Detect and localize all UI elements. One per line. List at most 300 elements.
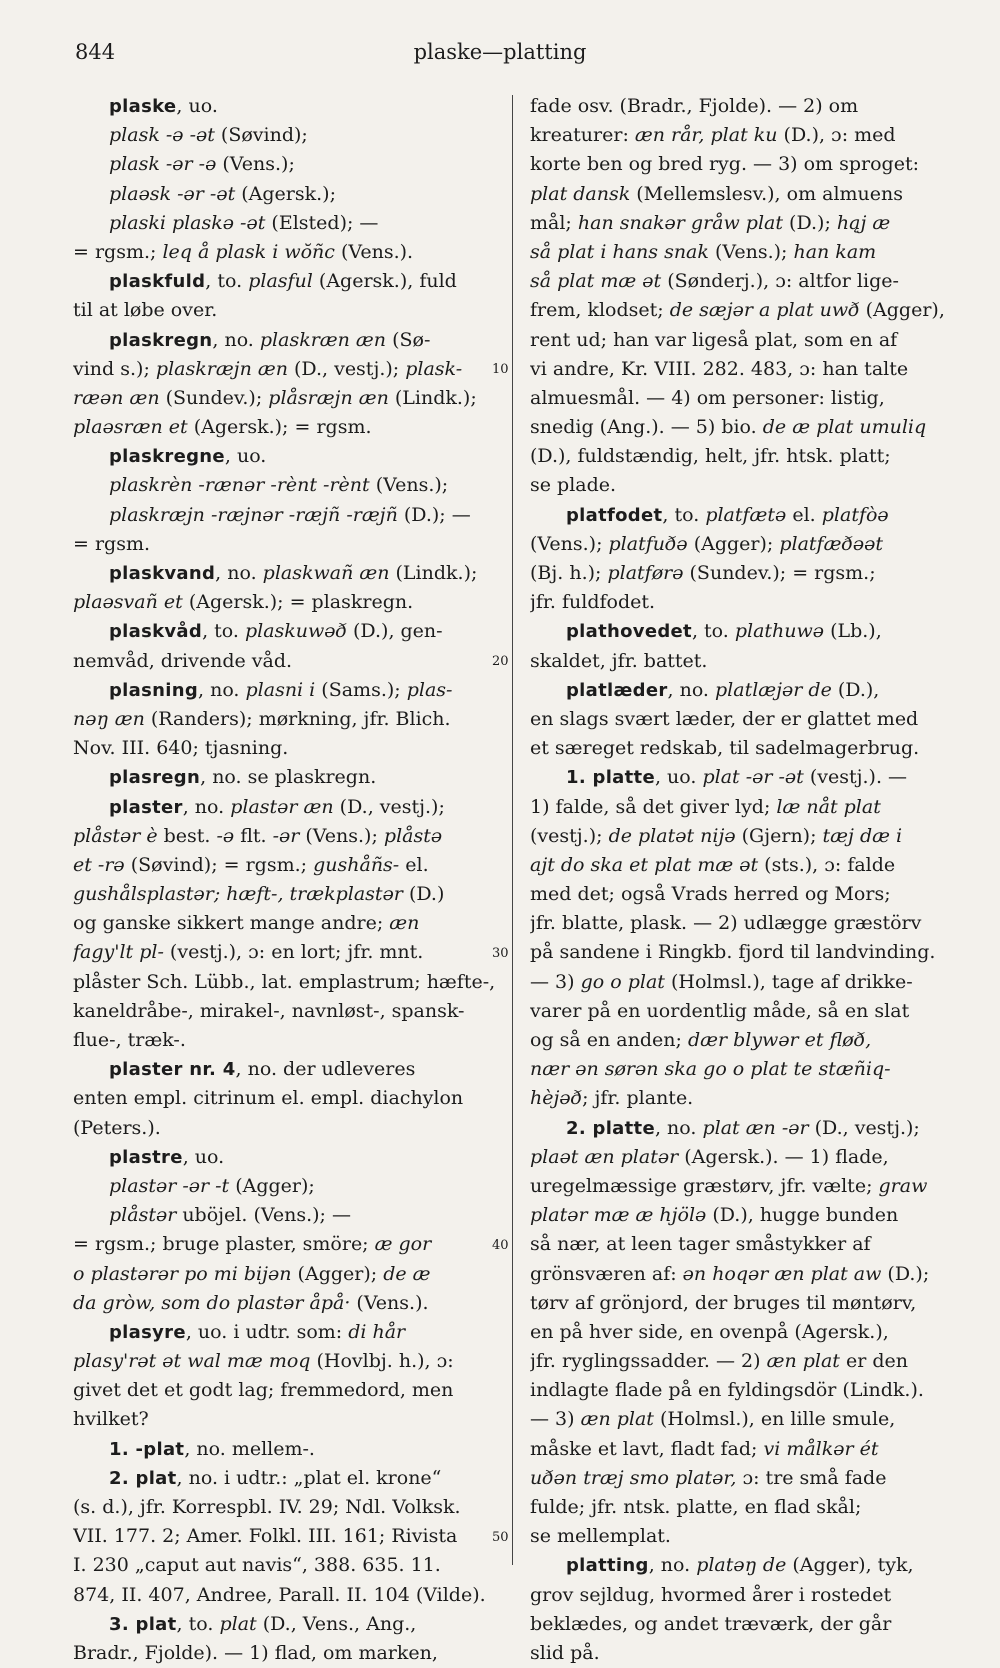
text-run: = rgsm.;: [73, 240, 163, 263]
text-run: , to.: [691, 620, 735, 643]
text-run: (vestj.);: [530, 824, 609, 847]
text-run: (Agger),: [859, 299, 945, 322]
text-run: , to.: [662, 503, 706, 526]
headword: plaskregn: [109, 329, 213, 351]
text-line: [530, 1143, 955, 1172]
text-line: [73, 530, 495, 559]
text-run: (D., vestj.);: [333, 795, 445, 818]
text-run: (D., vestj.);: [287, 357, 406, 380]
dialect-form: plaəsk -ər -ət: [109, 182, 236, 205]
text-line: [73, 617, 495, 646]
text-run: , uo. i udtr. som:: [185, 1320, 349, 1343]
text-line: [73, 763, 495, 792]
text-run: (Elsted); —: [265, 211, 379, 234]
text-run: vi andre, Kr. VIII. 282. 483, ɔ: han talte: [530, 357, 909, 380]
dialect-form: nəŋ æn: [73, 707, 145, 730]
text-line: [530, 267, 955, 296]
dialect-form: plaskræjn æn: [155, 357, 288, 380]
dialect-form: -ər: [272, 824, 300, 847]
text-run: (Randers); mørkning, jfr. Blich.: [144, 707, 451, 730]
text-line: [73, 909, 495, 938]
text-run: — 3): [530, 1408, 581, 1431]
text-line: [73, 1551, 495, 1580]
text-run: (Peters.).: [73, 1116, 161, 1139]
text-line: [530, 880, 955, 909]
text-run: en på hver side, en ovenpå (Agersk.),: [530, 1320, 889, 1343]
text-line: [73, 267, 495, 296]
text-run: 874, II. 407, Andree, Parall. II. 104 (Vilde).: [73, 1583, 486, 1606]
text-run: fade osv. (Bradr., Fjolde). — 2) om: [530, 95, 859, 117]
dialect-form: plasful: [248, 270, 313, 293]
headword: plaskregne: [109, 446, 225, 468]
dialect-form: plaət æn platər: [530, 1145, 679, 1168]
text-run: , no. der udleveres: [235, 1058, 416, 1081]
dialect-form: platlæjər de: [715, 678, 832, 701]
dialect-form: plaskuwəð: [244, 620, 347, 643]
text-run: (Vens.).: [334, 240, 414, 263]
text-run: best.: [157, 824, 217, 847]
headword: 3. plat: [109, 1613, 177, 1635]
dialect-form: plat æn -ər: [702, 1116, 809, 1139]
text-line: [73, 1055, 495, 1084]
headword: 1. -plat: [109, 1438, 185, 1460]
text-line: [530, 150, 955, 179]
text-run: (Agger);: [229, 1174, 315, 1197]
text-run: Nov. III. 640; tjasning.: [73, 737, 289, 760]
text-run: jfr. fuldfodet.: [530, 591, 656, 614]
text-line: [530, 1610, 955, 1639]
text-run: flt.: [234, 824, 273, 847]
headword: plasning: [109, 679, 198, 701]
dialect-form: platfætə: [705, 503, 787, 526]
dialect-form: go o plat: [580, 970, 665, 993]
text-line: [530, 384, 955, 413]
text-run: (D.), gen-: [346, 620, 443, 643]
text-run: kreaturer:: [530, 124, 635, 147]
text-line: [73, 1201, 495, 1230]
text-line: [73, 880, 495, 909]
text-run: = rgsm.; bruge plaster, smöre;: [73, 1233, 375, 1256]
headword: plastre: [109, 1146, 183, 1168]
text-line: [530, 1376, 955, 1405]
text-line: [73, 1376, 495, 1405]
text-line: [73, 121, 495, 150]
dialect-form: de sæjər a plat uwð: [669, 299, 860, 322]
text-run: vind s.);: [73, 357, 156, 380]
dialect-form: di hår: [348, 1320, 406, 1343]
dialect-form: hąj æ: [836, 211, 891, 234]
text-run: , to.: [176, 1612, 220, 1635]
dialect-form: plastər æn: [230, 795, 334, 818]
text-line: [530, 1026, 955, 1055]
dialect-form: fagy'lt pl-: [73, 941, 164, 964]
dialect-form: -ə: [216, 824, 235, 847]
dialect-form: platfuðə: [608, 532, 688, 555]
text-run: (D.);: [783, 211, 837, 234]
text-run: (Sønderj.), ɔ: altfor lige-: [661, 270, 899, 293]
text-line: [73, 296, 495, 325]
text-line: [73, 1230, 495, 1259]
text-run: (D., vestj.);: [808, 1116, 920, 1139]
dialect-form: æn plat: [580, 1408, 654, 1431]
text-run: (Søvind); = rgsm.;: [124, 853, 314, 876]
dialect-form: læ nåt plat: [776, 795, 881, 818]
headword: plaskfuld: [109, 271, 206, 293]
text-run: nemvåd, drivende våd.: [73, 649, 293, 672]
text-run: grönsværen af:: [530, 1262, 683, 1285]
left-column: [73, 92, 495, 1668]
text-run: el.: [786, 503, 822, 526]
dialect-form: plåstər: [109, 1204, 177, 1227]
running-title: plaske—platting: [413, 40, 587, 64]
dialect-form: leq å plask i wŏñc: [162, 240, 335, 263]
text-run: , no. se plaskregn.: [200, 766, 377, 789]
text-run: uregelmæssige græstørv, jfr. vælte;: [530, 1174, 879, 1197]
dialect-form: hèjəð: [530, 1087, 583, 1110]
text-line: [73, 1405, 495, 1434]
text-run: (Sundev.);: [159, 386, 269, 409]
dialect-form: da gròw, som do plastər åpå·: [73, 1291, 351, 1314]
text-run: (Agersk.);: [235, 182, 336, 205]
line-number: 10: [492, 361, 509, 377]
dialect-form: plaski plaskə -ət: [109, 211, 266, 234]
text-run: (Sams.);: [315, 678, 407, 701]
text-line: [73, 1347, 495, 1376]
text-run: = rgsm.: [73, 532, 151, 555]
text-run: skaldet, jfr. battet.: [530, 649, 708, 672]
dialect-form: ən hoqər æn plat aw: [682, 1262, 882, 1285]
text-run: (Sø-: [386, 328, 431, 351]
text-run: , no.: [215, 562, 263, 584]
text-line: [73, 1639, 495, 1668]
dialect-form: platfæðəət: [779, 532, 884, 555]
text-line: [73, 647, 495, 676]
dialect-form: æn plat: [766, 1350, 840, 1373]
text-run: så nær, at leen tager småstykker af: [530, 1233, 871, 1256]
text-line: [73, 1172, 495, 1201]
text-run: , no.: [182, 795, 231, 818]
text-line: [73, 442, 495, 471]
text-line: [73, 413, 495, 442]
dialect-form: platər mæ æ hjölə: [530, 1204, 707, 1227]
text-line: [73, 1084, 495, 1113]
dialect-form: tæj dæ i: [822, 824, 903, 847]
headword: 2. plat: [109, 1467, 177, 1489]
text-line: [530, 1493, 955, 1522]
dialect-form: plastər -ər -t: [109, 1174, 230, 1197]
text-line: [530, 180, 955, 209]
text-line: [73, 209, 495, 238]
text-run: , no. mellem-.: [184, 1437, 315, 1460]
text-line: [73, 1581, 495, 1610]
text-line: [73, 822, 495, 851]
text-line: [530, 209, 955, 238]
text-run: jfr. blatte, plask. — 2) udlægge græstörv: [530, 912, 922, 935]
dialect-form: nær ən sørən ska go o plat te stæñiq-: [530, 1058, 891, 1081]
text-line: [530, 326, 955, 355]
dialect-form: uðən træj smo platər,: [530, 1466, 737, 1489]
text-line: [73, 1610, 495, 1639]
dialect-form: plaskræn æn: [259, 328, 387, 351]
text-line: [73, 734, 495, 763]
text-run: måske et lavt, fladt fad;: [530, 1437, 764, 1460]
dialect-form: platfòə: [821, 503, 889, 526]
text-run: (Vens.);: [708, 240, 794, 263]
text-run: (sts.), ɔ: falde: [758, 853, 896, 876]
text-run: (D.),: [831, 678, 880, 701]
dialect-form: æn rår, plat ku: [634, 124, 778, 147]
text-run: snedig (Ang.). — 5) bio.: [530, 416, 763, 439]
text-run: Bradr., Fjolde). — 1) flad, om marken,: [73, 1641, 438, 1664]
text-run: , no.: [654, 1116, 703, 1139]
dialect-form: plaəsræn et: [73, 416, 188, 439]
text-line: [530, 1347, 955, 1376]
text-run: (Agersk.); = plaskregn.: [182, 591, 414, 614]
text-run: (Vens.);: [216, 153, 295, 176]
text-run: på sandene i Ringkb. fjord til landvinding.: [530, 941, 936, 964]
text-line: [73, 1143, 495, 1172]
text-line: [73, 588, 495, 617]
dialect-form: plask -ər -ə: [109, 153, 217, 176]
text-line: [530, 1639, 955, 1668]
text-run: (D.); —: [397, 503, 471, 526]
dialect-form: plaskrèn -rænər -rènt -rènt: [109, 474, 370, 497]
text-line: [73, 1464, 495, 1493]
text-line: [530, 442, 955, 471]
text-line: [73, 793, 495, 822]
text-line: [73, 180, 495, 209]
text-run: (Vens.);: [299, 824, 384, 847]
text-line: [73, 851, 495, 880]
text-line: [73, 676, 495, 705]
text-run: (Agger);: [687, 532, 780, 555]
line-number: 40: [492, 1237, 509, 1253]
text-run: (vestj.). —: [803, 766, 908, 789]
text-run: mål;: [530, 211, 578, 234]
text-run: (Lindk.);: [389, 562, 478, 584]
headword: plaster nr. 4: [109, 1059, 236, 1081]
text-line: [73, 997, 495, 1026]
text-run: (Holmsl.), en lille smule,: [653, 1408, 896, 1431]
headword: platlæder: [566, 679, 668, 701]
dialect-form: så plat i hans snak: [530, 240, 709, 263]
dialect-form: ajt do ska et plat mæ ət: [530, 853, 759, 876]
dialect-form: et -rə: [73, 853, 125, 876]
dialect-form: han kam: [793, 240, 877, 263]
dialect-form: platførə: [607, 562, 684, 584]
headword: 1. platte: [566, 767, 655, 789]
text-line: [530, 617, 955, 646]
text-run: (D.);: [881, 1262, 930, 1285]
text-run: (Agger);: [291, 1262, 384, 1285]
text-line: [530, 705, 955, 734]
text-run: varer på en uordentlig måde, så en slat: [530, 999, 910, 1022]
text-run: , to.: [205, 270, 249, 293]
text-line: [73, 471, 495, 500]
text-run: (Søvind);: [214, 124, 308, 147]
dialect-form: plåsræjn æn: [268, 386, 389, 409]
text-run: , no.: [212, 328, 260, 351]
text-line: [530, 1084, 955, 1113]
text-run: (Hovlbj. h.), ɔ:: [310, 1350, 454, 1373]
dialect-form: de æ: [383, 1262, 431, 1285]
text-run: givet det et godt lag; fremmedord, men: [73, 1379, 454, 1402]
text-run: et særeget redskab, til sadelmagerbrug.: [530, 737, 920, 760]
text-run: grov sejldug, hvormed årer i rostedet: [530, 1583, 892, 1606]
text-run: slid på.: [530, 1641, 600, 1664]
headword: platfodet: [566, 504, 663, 526]
text-run: og så en anden;: [530, 1029, 688, 1051]
text-line: [530, 1201, 955, 1230]
text-run: (Gjern);: [735, 824, 823, 847]
headword: 2. platte: [566, 1117, 655, 1139]
text-line: [530, 238, 955, 267]
dialect-form: de æ plat umuliq: [762, 416, 927, 439]
text-line: [530, 530, 955, 559]
text-run: (Holmsl.), tage af drikke-: [664, 970, 913, 993]
dialect-form: vi målkər ét: [763, 1437, 879, 1460]
text-run: (Agersk.). — 1) flade,: [678, 1145, 889, 1168]
headword: plaskvand: [109, 563, 216, 584]
text-run: , uo.: [224, 445, 267, 468]
text-line: [530, 296, 955, 325]
dialect-form: plasni i: [245, 678, 316, 701]
text-line: [73, 92, 495, 121]
headword: plaske: [109, 96, 177, 117]
text-run: , no.: [648, 1554, 697, 1577]
dialect-form: plåstə: [383, 824, 443, 847]
text-run: (D.), fuldstændig, helt, jfr. htsk. platt;: [530, 445, 891, 468]
text-run: beklædes, og andet træværk, der går: [530, 1612, 892, 1635]
text-run: hvilket?: [73, 1408, 149, 1431]
headword: plaster: [109, 796, 183, 818]
text-run: (D.), hugge bunden: [706, 1204, 899, 1227]
text-line: [73, 1435, 495, 1464]
text-line: [73, 326, 495, 355]
text-line: [73, 1114, 495, 1143]
text-line: [530, 501, 955, 530]
text-line: [530, 734, 955, 763]
text-run: 1) falde, så det giver lyd;: [530, 795, 777, 818]
text-line: [530, 1464, 955, 1493]
text-run: tørv af grönjord, der bruges til møntørv,: [530, 1291, 917, 1314]
text-line: [530, 1230, 955, 1259]
text-run: , uo.: [654, 766, 703, 789]
text-line: [530, 822, 955, 851]
text-run: el.: [399, 853, 429, 876]
dialect-form: plat dansk: [530, 182, 631, 205]
text-run: (Vens.);: [369, 474, 449, 497]
text-line: [530, 471, 955, 500]
line-number: 20: [492, 653, 509, 669]
text-run: se plade.: [530, 474, 617, 497]
text-line: [73, 559, 495, 588]
text-line: [530, 1260, 955, 1289]
page-number: 844: [75, 40, 116, 64]
text-line: [73, 938, 495, 967]
dialect-form: plaskwañ æn: [262, 562, 390, 584]
dialect-form: så plat mæ ət: [530, 270, 662, 293]
text-line: [530, 413, 955, 442]
text-run: (Sundev.); = rgsm.;: [683, 562, 876, 584]
text-run: almuesmål. — 4) om personer: listig,: [530, 386, 885, 409]
text-run: og ganske sikkert mange andre;: [73, 912, 390, 935]
text-run: (D.), ɔ: med: [777, 124, 896, 147]
text-line: [530, 909, 955, 938]
text-run: kaneldråbe-, mirakel-, navnløst-, spansk-: [73, 999, 465, 1022]
text-run: er den: [839, 1350, 908, 1373]
dialect-form: æn: [389, 912, 420, 935]
text-line: [73, 1026, 495, 1055]
text-run: , no.: [667, 678, 716, 701]
text-run: fulde; jfr. ntsk. platte, en flad skål;: [530, 1496, 862, 1518]
text-run: (Agersk.); = rgsm.: [187, 416, 372, 439]
text-run: (Vens.).: [350, 1291, 429, 1314]
text-line: [530, 92, 955, 121]
text-run: rent ud; han var ligeså plat, som en af: [530, 328, 898, 351]
text-line: [530, 1551, 955, 1580]
headword: plathovedet: [566, 621, 692, 643]
text-line: [530, 997, 955, 1026]
text-run: til at løbe over.: [73, 299, 218, 322]
dialect-form: han snakər gråw plat: [577, 211, 783, 234]
dialect-form: o plastərər po mi bijən: [73, 1262, 292, 1285]
headword: plasregn: [109, 767, 201, 789]
text-line: [530, 1405, 955, 1434]
text-run: (Lb.),: [824, 620, 882, 643]
text-line: [73, 1522, 495, 1551]
text-run: (Agger), tyk,: [786, 1554, 914, 1577]
text-line: [73, 968, 495, 997]
text-run: indlagte flade på en fyldingsdör (Lindk.).: [530, 1379, 924, 1402]
text-run: , to.: [202, 620, 245, 643]
text-run: (Vens.);: [530, 532, 609, 555]
text-line: [530, 968, 955, 997]
text-line: [73, 1318, 495, 1347]
dialect-form: plask -ə -ət: [109, 124, 215, 147]
text-line: [530, 1172, 955, 1201]
text-run: (vestj.), ɔ: en lort; jfr. mnt.: [163, 941, 424, 964]
text-run: se mellemplat.: [530, 1525, 671, 1548]
headword: plaskvåd: [109, 621, 203, 643]
text-run: en slags svært læder, der er glattet med: [530, 707, 919, 730]
text-run: flue-, træk-.: [73, 1029, 186, 1051]
text-line: [73, 705, 495, 734]
text-line: [73, 1289, 495, 1318]
text-line: [530, 1289, 955, 1318]
text-line: [73, 355, 495, 384]
text-line: [530, 851, 955, 880]
text-line: [73, 384, 495, 413]
text-run: enten empl. citrinum el. empl. diachylon: [73, 1087, 464, 1110]
text-line: [530, 1581, 955, 1610]
text-run: uböjel. (Vens.); —: [176, 1204, 351, 1227]
dialect-form: plat -ər -ət: [702, 766, 804, 789]
dialect-form: plasy'rət ət wal mæ moq: [73, 1350, 311, 1373]
page-header: [0, 40, 1000, 76]
text-run: VII. 177. 2; Amer. Folkl. III. 161; Rivista: [73, 1525, 458, 1548]
text-run: (Lindk.);: [388, 386, 477, 409]
column-divider: [512, 95, 513, 1565]
text-run: frem, klodset;: [530, 299, 670, 322]
text-line: [73, 238, 495, 267]
text-line: [530, 1055, 955, 1084]
dialect-form: plaəsvañ et: [73, 591, 183, 614]
dialect-form: ræən æn: [73, 386, 160, 409]
dialect-form: plaskræjn -ræjnər -ræjñ -ræjñ: [109, 503, 398, 526]
text-line: [530, 938, 955, 967]
text-run: (s. d.), jfr. Korrespbl. IV. 29; Ndl. Volksk.: [73, 1496, 461, 1518]
